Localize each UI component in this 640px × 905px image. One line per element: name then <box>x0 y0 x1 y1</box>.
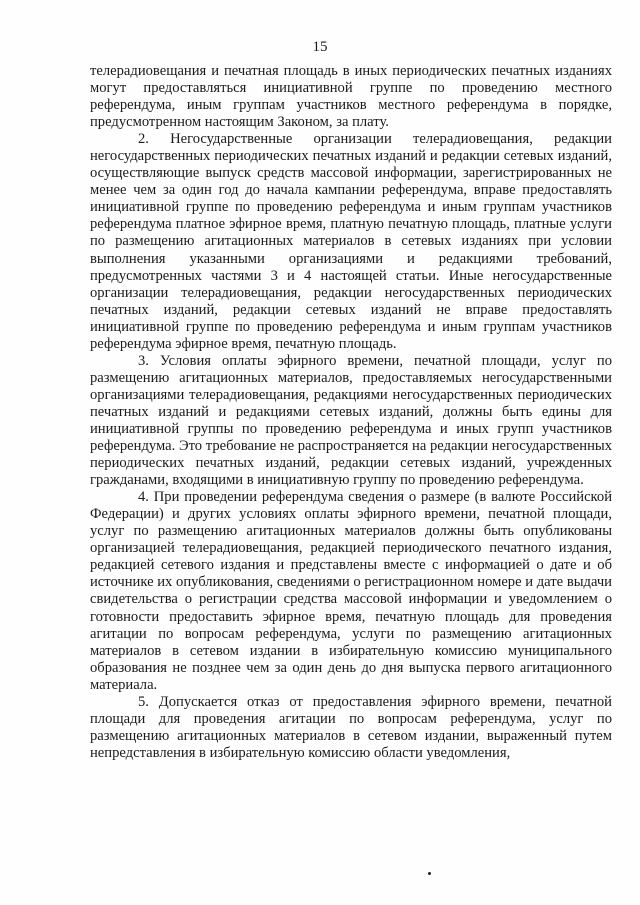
document-body <box>90 63 612 762</box>
scan-speck <box>428 872 431 875</box>
paragraph-3: 3. Условия оплаты эфирного времени, печатной площади, услуг по размещению агитационных материалов, предоставляемых негосударственными организациями телерадиовещания, редакциями негосударственных периодических печатных изданий и редакциями сетевых изданий, должны быть едины для инициативной группы по проведению референдума и иных групп участников референдума. Это требование не распространяется на редакции негосударственных периодических печатных изданий, редакции сетевых изданий, учрежденных гражданами, входящими в инициативную группу по проведению референдума. <box>90 352 612 489</box>
page-number: 15 <box>312 39 328 55</box>
paragraph-5: 5. Допускается отказ от предоставления эфирного времени, печатной площади для проведения агитации по вопросам референдума, услуг по размещению агитационных материалов в сетевом издании, выраженный путем непредставления в избирательную комиссию области уведомления, <box>90 693 612 761</box>
paragraph-2: 2. Негосударственные организации телерадиовещания, редакции негосударственных периодических печатных изданий и редакции сетевых изданий, осуществляющие выпуск средств массовой информации, зарегистрированных не менее чем за один год до начала кампании референдума, вправе предоставлять инициативной группе по проведению референдума и иным группам участников референдума платное эфирное время, платную печатную площадь, платные услуги по размещению агитационных материалов в сетевых изданиях при условии выполнения указанными организациями и редакциями требований, предусмотренных частями 3 и 4 настоящей статьи. Иные негосударственные организации телерадиовещания, редакции негосударственных периодических печатных изданий, редакции сетевых изданий не вправе предоставлять инициативной группе по проведению референдума и иным группам участников референдума эфирное время, печатную площадь. <box>90 131 612 352</box>
paragraph-continuation: телерадиовещания и печатная площадь в иных периодических печатных изданиях могут предоставляться инициативной группе по проведению местного референдума, иным группам участников местного референдума в порядке, предусмотренном настоящим Законом, за плату. <box>90 63 612 131</box>
paragraph-4: 4. При проведении референдума сведения о размере (в валюте Российской Федерации) и других условиях оплаты эфирного времени, печатной площади, услуг по размещению агитационных материалов должны быть опубликованы организацией телерадиовещания, редакцией периодического печатного издания, редакцией сетевого издания и представлены вместе с информацией о дате и об источнике их опубликования, сведениями о регистрационном номере и дате выдачи свидетельства о регистрации средства массовой информации и уведомлением о готовности предоставить эфирное время, печатную площадь для проведения агитации по вопросам референдума, услуги по размещению агитационных материалов в сетевом издании в избирательную комиссию муниципального образования не позднее чем за один день до дня выпуска первого агитационного материала. <box>90 489 612 693</box>
